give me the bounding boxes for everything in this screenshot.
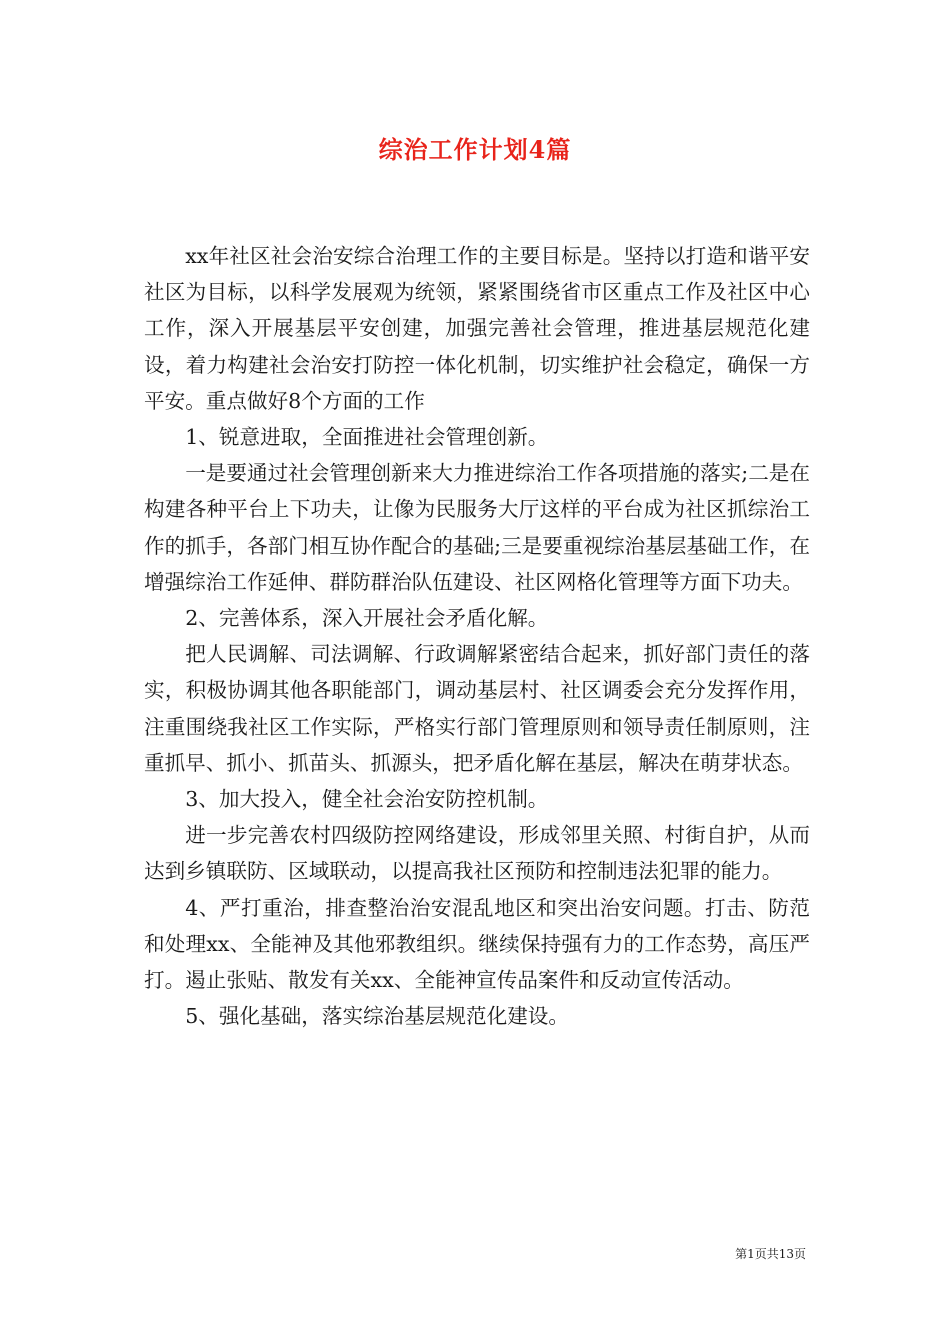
paragraph-heading-5: 5、强化基础，落实综治基层规范化建设。: [185, 1004, 569, 1029]
paragraph-heading-2: 2、完善体系，深入开展社会矛盾化解。: [185, 606, 549, 631]
paragraph-heading-1: 1、锐意进取，全面推进社会管理创新。: [185, 425, 549, 450]
paragraph-body-3: 进一步完善农村四级防控网络建设，形成邻里关照、村街自护，从而达到乡镇联防、区域联动，以提高我社区预防和控制违法犯罪的能力。: [144, 823, 810, 884]
paragraph-body-1: 一是要通过社会管理创新来大力推进综治工作各项措施的落实;二是在构建各种平台上下功夫，让像为民服务大厅这样的平台成为社区抓综治工作的抓手，各部门相互协作配合的基础;三是要重视综治基层基础工作，在增强综治工作延伸、群防群治队伍建设、社区网格化管理等方面下功夫。: [144, 461, 810, 594]
paragraph-body-2: 把人民调解、司法调解、行政调解紧密结合起来，抓好部门责任的落实，积极协调其他各职能部门，调动基层村、社区调委会充分发挥作用，注重围绕我社区工作实际，严格实行部门管理原则和领导责任制原则，注重抓早、抓小、抓苗头、抓源头，把矛盾化解在基层，解决在萌芽状态。: [144, 642, 810, 775]
paragraph-intro: xx年社区社会治安综合治理工作的主要目标是。坚持以打造和谐平安社区为目标，以科学发展观为统领，紧紧围绕省市区重点工作及社区中心工作，深入开展基层平安创建，加强完善社会管理，推进基层规范化建设，着力构建社会治安打防控一体化机制，切实维护社会稳定，确保一方平安。重点做好8个方面的工作: [144, 244, 810, 413]
document-body: [144, 238, 810, 1034]
paragraph-heading-4: 4、严打重治，排查整治治安混乱地区和突出治安问题。打击、防范和处理xx、全能神及其他邪教组织。继续保持强有力的工作态势，高压严打。遏止张贴、散发有关xx、全能神宣传品案件和反动宣传活动。: [144, 895, 810, 993]
paragraph-heading-3: 3、加大投入，健全社会治安防控机制。: [185, 787, 549, 812]
page-number: 第1页共13页: [735, 1247, 806, 1261]
document-title: 综治工作计划4篇: [378, 135, 572, 164]
